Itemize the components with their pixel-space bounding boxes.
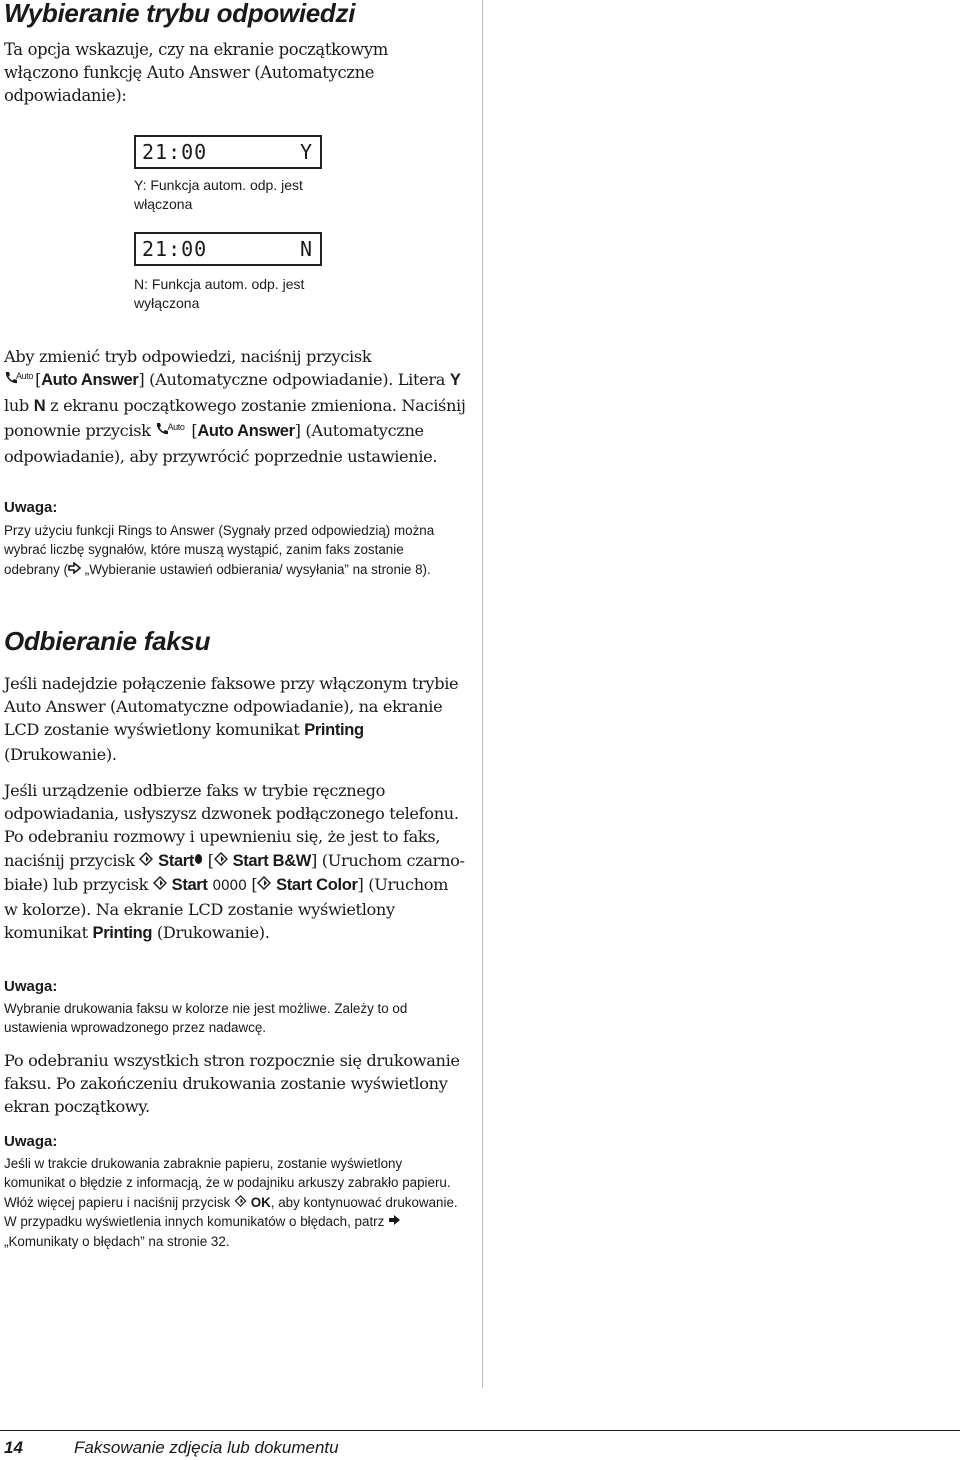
start-diamond-icon — [214, 849, 228, 872]
letter-y: Y — [449, 371, 461, 390]
note-color-print: Wybranie drukowania faksu w kolorze nie jest możliwe. Zależy to od ustawienia wprowadzonego przez nadawcę. — [4, 1001, 408, 1036]
black-dot-icon — [194, 849, 203, 872]
auto-label: Auto — [167, 421, 185, 432]
after-receive-paragraph: Po odebraniu wszystkich stron rozpocznie się drukowanie faksu. Po zakończeniu drukowania zostanie wyświetlony ekran początkowy. — [4, 1051, 460, 1117]
lcd-display-off — [134, 232, 322, 266]
start-bw-button-name: Start B&W — [232, 851, 312, 870]
start-color-button-name: Start Color — [276, 875, 358, 894]
text: Przy użyciu funkcji Rings to Answer (Sygnały przed odpowiedzią) można wybrać liczbę sygnałów, które muszą wystąpić, zanim faks zostanie odebrany ( — [4, 523, 435, 577]
note-title: Uwaga: — [4, 1133, 58, 1150]
text: [ — [35, 370, 42, 390]
text: Jeśli nadejdzie połączenie faksowe przy włączonym trybie Auto Answer (Automatyczne odpowiadanie), na ekranie LCD zostanie wyświetlony komunikat — [4, 674, 459, 740]
lcd-on-caption: Y: Funkcja autom. odp. jest włączona — [134, 177, 303, 212]
lcd-flag-y: Y — [299, 140, 312, 164]
text: z ekranu początkowego zostanie zmieniona. Naciśnij ponownie przycisk — [4, 396, 466, 440]
receive-auto-paragraph — [4, 672, 466, 766]
lcd-display-on — [134, 135, 322, 169]
section-title-answer-mode: Wybieranie trybu odpowiedzi — [4, 0, 356, 28]
note-rings-to-answer — [4, 521, 462, 579]
change-mode-paragraph — [4, 345, 466, 468]
start-button-name: Start — [171, 875, 208, 894]
lcd-flag-n: N — [299, 237, 312, 261]
auto-answer-button-name: Auto Answer — [197, 421, 295, 440]
text: Aby zmienić tryb odpowiedzi, naciśnij przycisk — [4, 347, 372, 366]
receive-manual-paragraph — [4, 779, 466, 945]
printing-message: Printing — [304, 721, 364, 740]
start-diamond-icon — [153, 873, 167, 896]
text: , aby kontynuować drukowanie. W przypadku wyświetlenia innych komunikatów o błędach, patrz — [4, 1194, 458, 1230]
printing-message: Printing — [92, 924, 153, 943]
column-divider — [482, 0, 483, 1388]
text: „Komunikaty o błędach” na stronie 32. — [4, 1233, 230, 1249]
page-number: 14 — [4, 1438, 23, 1457]
text: [ — [246, 874, 258, 894]
text: ] (Automatyczne odpowiadanie). Litera — [138, 370, 450, 390]
color-dots-icon: 0000 — [212, 877, 247, 894]
footer-rule — [0, 1430, 960, 1431]
text: Jeśli w trakcie drukowania zabraknie papieru, zostanie wyświetlony komunikat o błędzie z informacją, że w podajniku arkuszy zabrakło papieru. Włóż więcej papieru i naciśnij przycisk — [4, 1156, 451, 1210]
ok-button-name: OK — [250, 1194, 271, 1210]
text: ] (Automatyczne odpowiadanie), aby przywrócić poprzednie ustawienie. — [4, 420, 438, 466]
arrow-right-icon — [68, 560, 81, 579]
footer-title: Faksowanie zdjęcia lub dokumentu — [74, 1438, 339, 1457]
text: lub — [4, 396, 34, 416]
text: ] (Uruchom czarno-białe) lub przycisk — [4, 850, 465, 894]
intro-paragraph: Ta opcja wskazuje, czy na ekranie początkowym włączono funkcję Auto Answer (Automatyczne odpowiadanie): — [4, 40, 388, 106]
section-title-receive-fax: Odbieranie faksu — [4, 626, 211, 656]
text: (Drukowanie). — [152, 923, 270, 943]
auto-label: Auto — [16, 371, 34, 382]
note-title: Uwaga: — [4, 978, 58, 995]
lcd-time: 21:00 — [142, 237, 208, 261]
note-paper-out — [4, 1154, 462, 1251]
note-title: Uwaga: — [4, 499, 58, 516]
text: „Wybieranie ustawień odbierania/ wysyłania” na stronie 8). — [81, 561, 431, 577]
text: (Drukowanie). — [4, 744, 117, 764]
text: [ — [203, 850, 214, 870]
start-diamond-icon — [234, 1193, 247, 1212]
start-button-name: Start — [158, 851, 195, 870]
text: ] (Uruchom w kolorze). Na ekranie LCD zostanie wyświetlony komunikat — [4, 874, 449, 943]
letter-n: N — [33, 397, 46, 416]
auto-answer-button-name: Auto Answer — [41, 371, 139, 390]
start-diamond-icon — [139, 849, 153, 872]
lcd-time: 21:00 — [142, 140, 208, 164]
text: [ — [186, 420, 198, 440]
lcd-off-caption: N: Funkcja autom. odp. jest wyłączona — [134, 276, 305, 311]
text: Jeśli urządzenie odbierze faks w trybie ręcznego odpowiadania, usłyszysz dzwonek podłączonego telefonu. Po odebraniu rozmowy i upewnieniu się, że jest to faks, naciśnij przycisk — [4, 781, 459, 870]
arrow-right-icon — [388, 1212, 401, 1231]
start-diamond-icon — [257, 873, 271, 896]
